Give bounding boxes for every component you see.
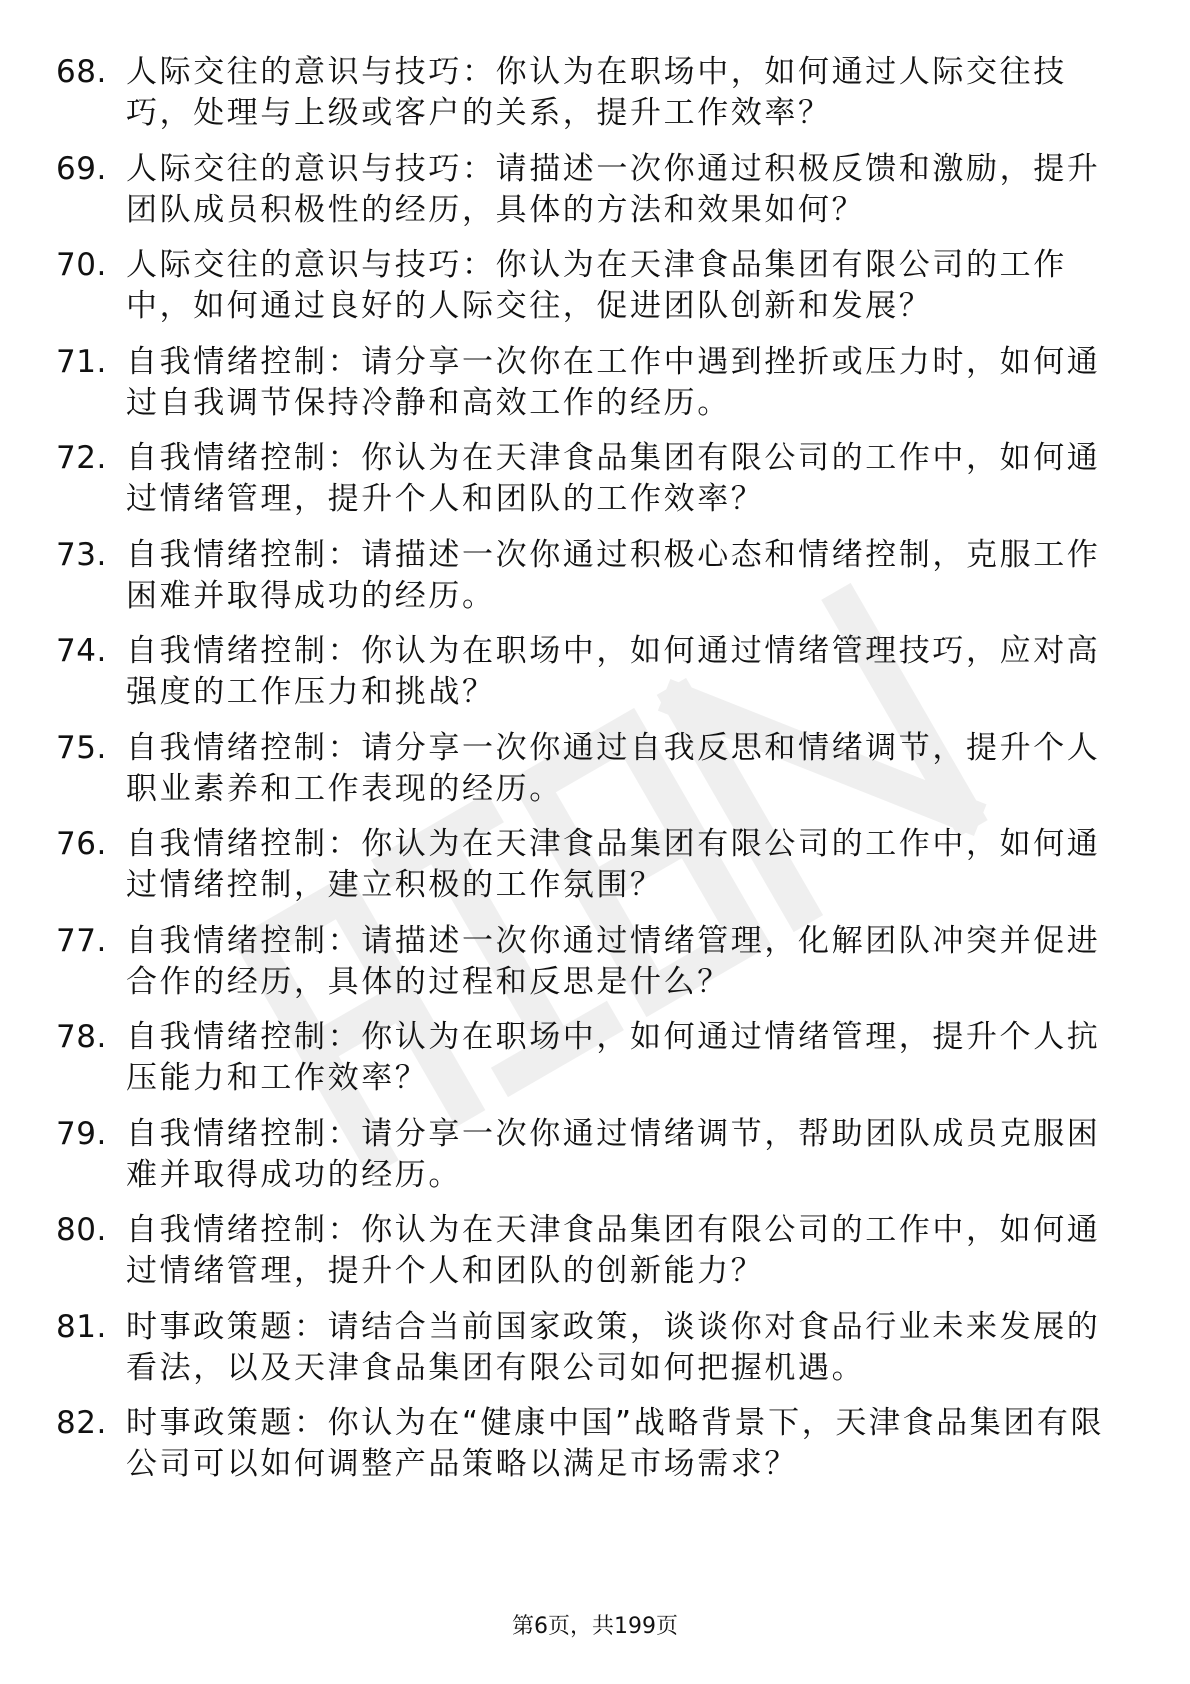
question-number: 72. <box>56 440 107 476</box>
question-number: 69. <box>56 150 107 187</box>
question-item <box>56 631 1116 713</box>
question-number: 75. <box>56 729 107 766</box>
question-number: 82. <box>56 1405 107 1441</box>
question-text: 人际交往的意识与技巧：你认为在职场中，如何通过人际交往技巧，处理与上级或客户的关系，提升工作效率？ <box>126 54 1067 131</box>
question-text: 人际交往的意识与技巧：你认为在天津食品集团有限公司的工作中，如何通过良好的人际交往，促进团队创新和发展？ <box>126 247 1067 324</box>
question-text: 自我情绪控制：请描述一次你通过积极心态和情绪控制，克服工作困难并取得成功的经历。 <box>126 536 1101 614</box>
question-text: 时事政策题：请结合当前国家政策，谈谈你对食品行业未来发展的看法，以及天津食品集团有限公司如何把握机遇。 <box>126 1308 1101 1386</box>
question-text: 人际交往的意识与技巧：请描述一次你通过积极反馈和激励，提升团队成员积极性的经历，具体的方法和效果如何？ <box>126 150 1101 228</box>
question-item <box>56 1403 1116 1485</box>
page-number-label: 第6页，共199页 <box>512 1614 678 1639</box>
question-item <box>56 824 1116 906</box>
question-number: 81. <box>56 1308 107 1345</box>
question-item <box>56 52 1116 134</box>
question-item <box>56 728 1116 810</box>
question-item <box>56 245 1116 327</box>
question-text: 时事政策题：你认为在“健康中国”战略背景下，天津食品集团有限公司可以如何调整产品策略以满足市场需求？ <box>126 1405 1105 1482</box>
question-item <box>56 149 1116 231</box>
question-list <box>56 52 1116 1500</box>
question-item <box>56 535 1116 617</box>
question-text: 自我情绪控制：你认为在天津食品集团有限公司的工作中，如何通过情绪控制，建立积极的工作氛围？ <box>126 826 1101 903</box>
question-item <box>56 342 1116 424</box>
question-number: 71. <box>56 343 107 380</box>
question-item <box>56 1210 1116 1292</box>
page-footer <box>0 1612 1190 1642</box>
question-number: 68. <box>56 54 107 90</box>
question-text: 自我情绪控制：你认为在职场中，如何通过情绪管理技巧，应对高强度的工作压力和挑战？ <box>126 633 1101 710</box>
question-number: 70. <box>56 247 107 283</box>
question-item <box>56 1017 1116 1099</box>
question-text: 自我情绪控制：请分享一次你通过情绪调节，帮助团队成员克服困难并取得成功的经历。 <box>126 1115 1101 1193</box>
question-number: 74. <box>56 633 107 669</box>
question-number: 77. <box>56 922 107 959</box>
question-text: 自我情绪控制：你认为在天津食品集团有限公司的工作中，如何通过情绪管理，提升个人和团队的创新能力？ <box>126 1212 1101 1289</box>
question-item <box>56 1307 1116 1389</box>
question-text: 自我情绪控制：你认为在职场中，如何通过情绪管理，提升个人抗压能力和工作效率？ <box>126 1019 1101 1096</box>
question-item <box>56 921 1116 1003</box>
question-number: 79. <box>56 1115 107 1152</box>
question-number: 76. <box>56 826 107 862</box>
question-number: 73. <box>56 536 107 573</box>
question-text: 自我情绪控制：请分享一次你通过自我反思和情绪调节，提升个人职业素养和工作表现的经历。 <box>126 729 1101 807</box>
question-text: 自我情绪控制：请描述一次你通过情绪管理，化解团队冲突并促进合作的经历，具体的过程和反思是什么？ <box>126 922 1101 1000</box>
question-number: 80. <box>56 1212 107 1248</box>
question-item <box>56 1114 1116 1196</box>
question-number: 78. <box>56 1019 107 1055</box>
question-text: 自我情绪控制：请分享一次你在工作中遇到挫折或压力时，如何通过自我调节保持冷静和高效工作的经历。 <box>126 343 1101 421</box>
question-text: 自我情绪控制：你认为在天津食品集团有限公司的工作中，如何通过情绪管理，提升个人和团队的工作效率？ <box>126 440 1101 517</box>
question-item <box>56 438 1116 520</box>
